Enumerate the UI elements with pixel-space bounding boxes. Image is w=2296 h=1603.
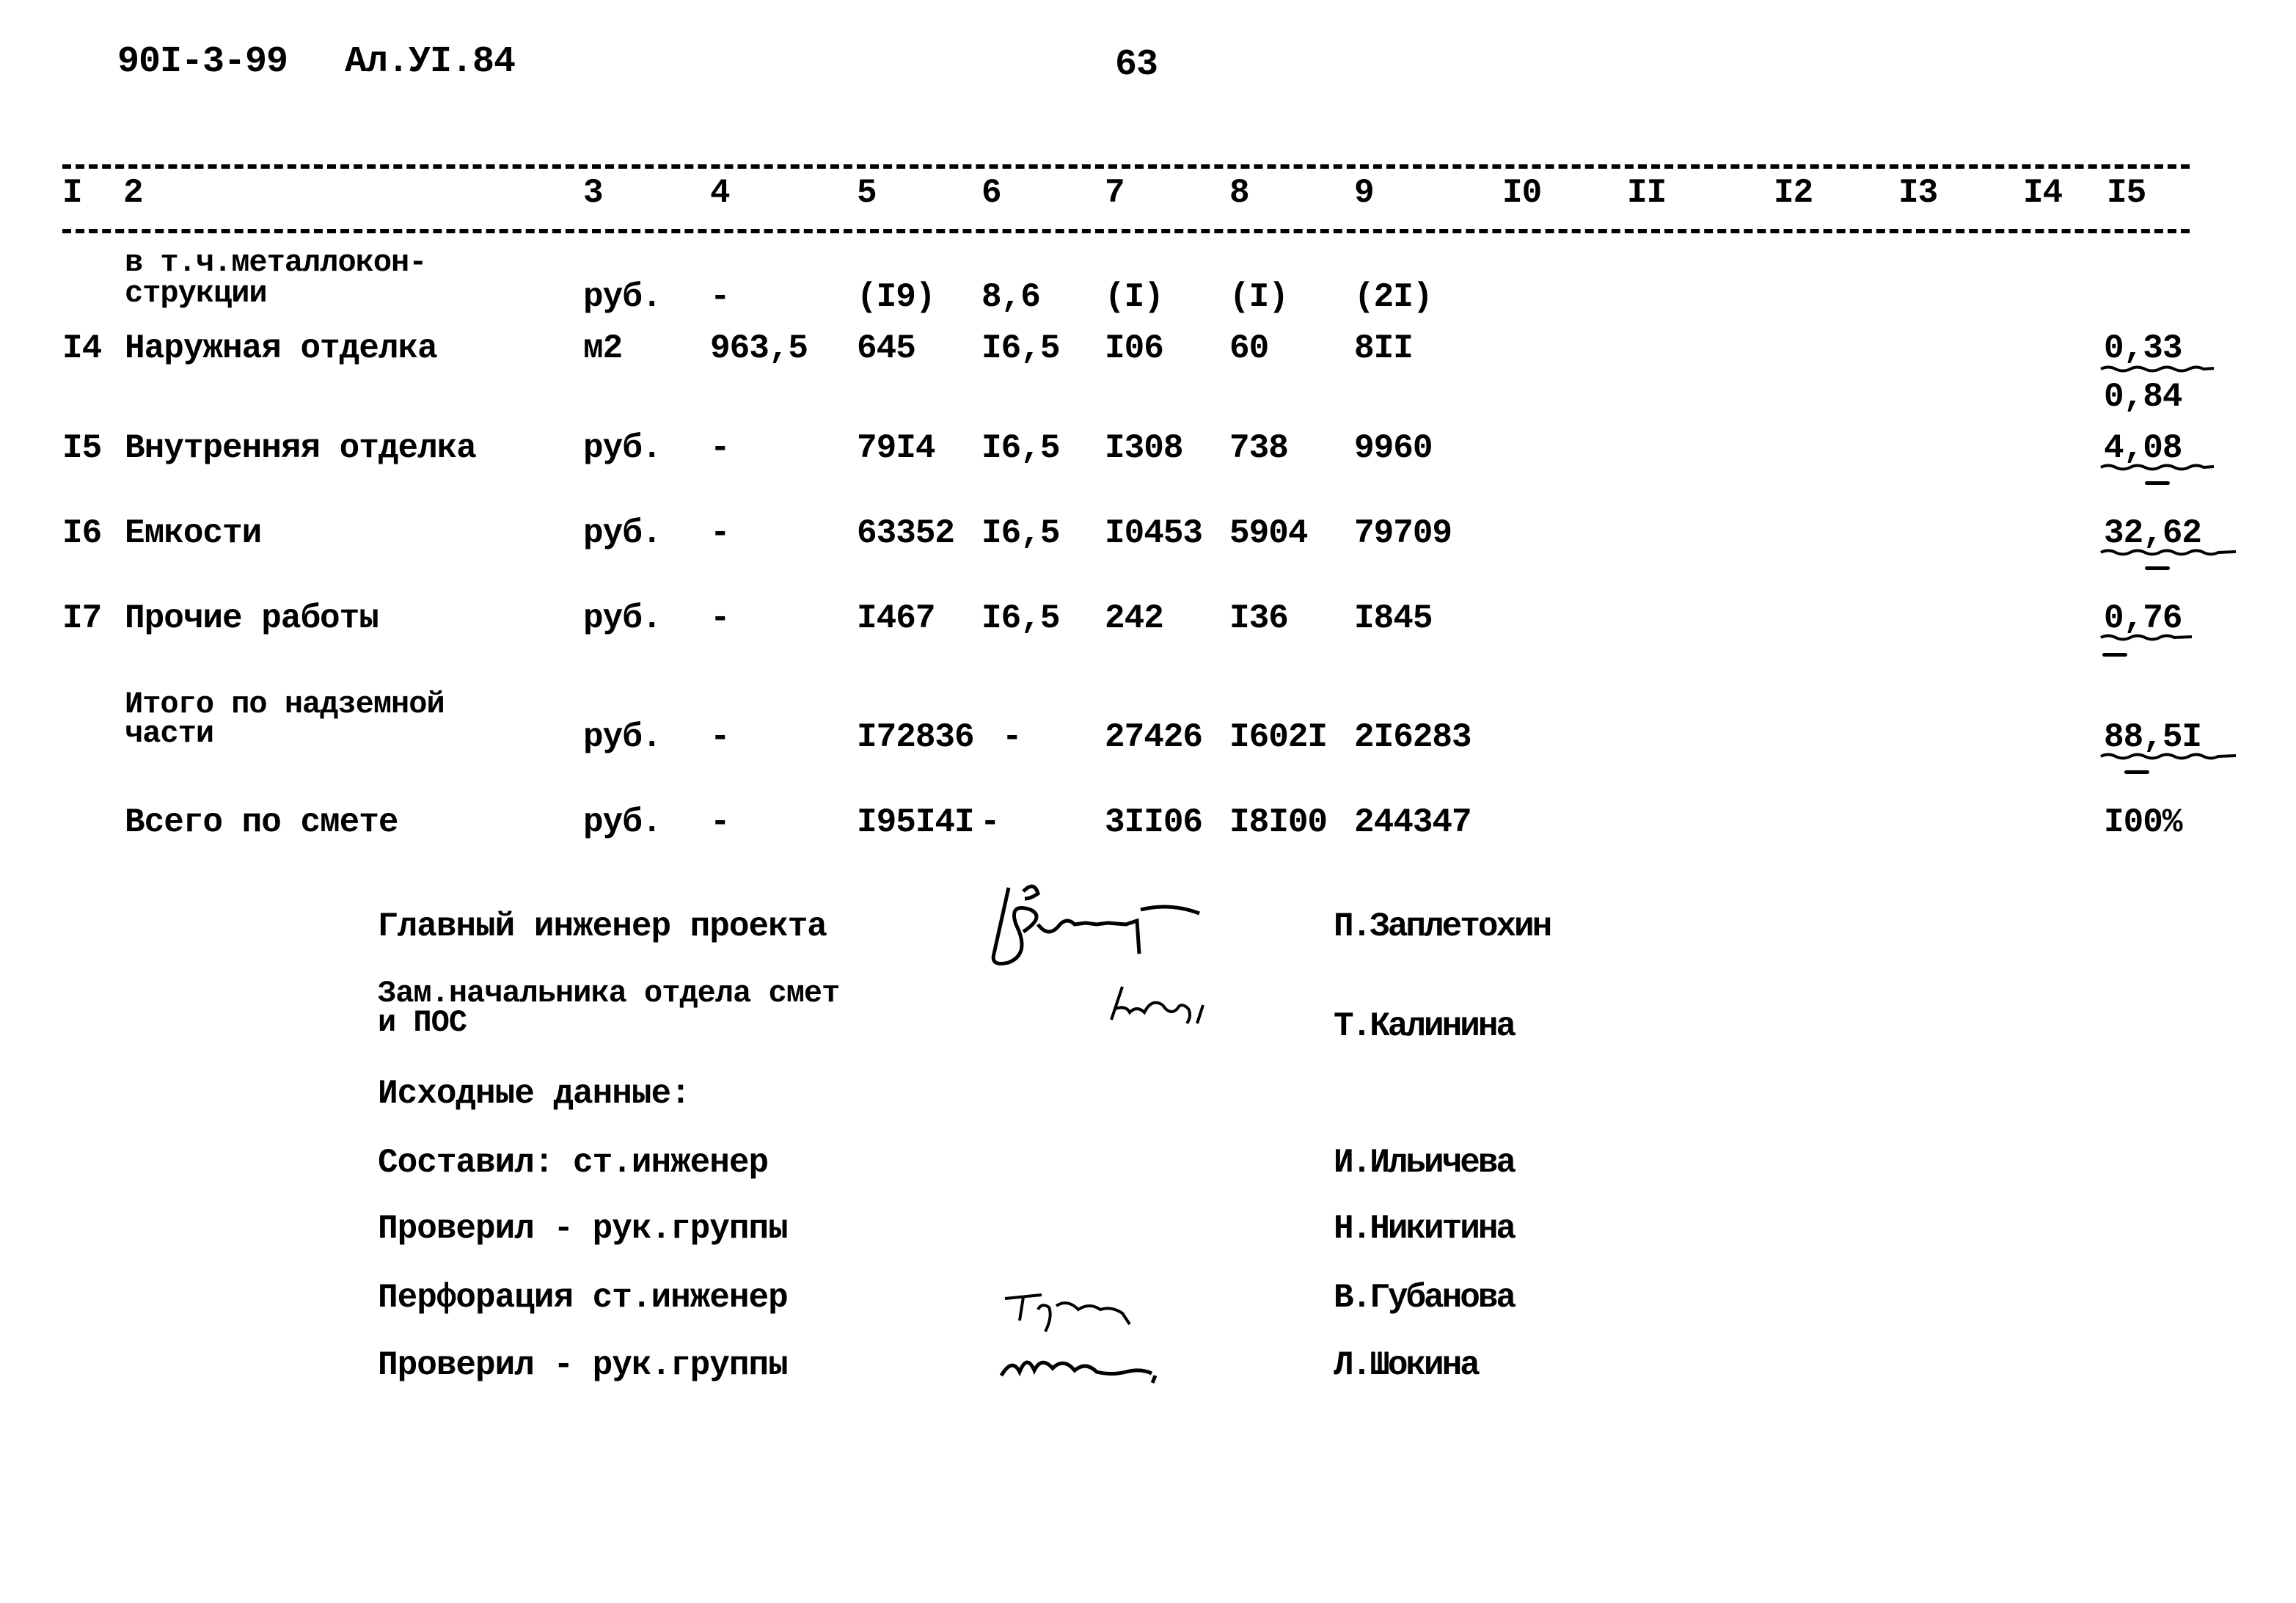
- row-col7: I06: [1105, 329, 1163, 368]
- col-header-2: 2: [123, 174, 143, 212]
- row-qty: -: [710, 599, 730, 638]
- col-header-9: 9: [1354, 174, 1374, 212]
- col-header-10: I0: [1502, 174, 1542, 212]
- document-code: 90I-3-99: [117, 41, 288, 83]
- signatory-role: Проверил - рук.группы: [378, 1210, 788, 1248]
- row-col15: I00%: [2104, 803, 2182, 841]
- row-col6: 8,6: [981, 278, 1040, 316]
- row-qty: 963,5: [710, 329, 808, 368]
- col-header-11: II: [1627, 174, 1667, 212]
- signatory-role: Проверил - рук.группы: [378, 1346, 788, 1384]
- row-col5: 645: [857, 329, 915, 368]
- col-header-3: 3: [583, 174, 603, 212]
- col-header-7: 7: [1105, 174, 1125, 212]
- tick-mark: [2102, 653, 2127, 657]
- table-top-rule: [62, 164, 2190, 169]
- row-col9: 9960: [1354, 429, 1433, 467]
- col-header-6: 6: [981, 174, 1001, 212]
- row-col8: 60: [1229, 329, 1269, 368]
- row-name-line-2: струкции: [125, 276, 267, 311]
- signatory-role: Составил: ст.инженер: [378, 1144, 769, 1182]
- row-col9: 8II: [1354, 329, 1413, 368]
- row-col5: (I9): [857, 278, 935, 316]
- signatory-name: В.Губанова: [1334, 1279, 1515, 1317]
- handwritten-underline: [2099, 549, 2239, 556]
- row-unit: руб.: [583, 599, 662, 638]
- row-unit: руб.: [583, 429, 662, 467]
- row-col7: (I): [1105, 278, 1163, 316]
- row-col7: I0453: [1105, 514, 1203, 552]
- handwritten-signature: [994, 1343, 1185, 1387]
- row-col15: 4,08: [2104, 429, 2182, 467]
- row-col5: 79I4: [857, 429, 935, 467]
- handwritten-signature: [979, 880, 1287, 968]
- row-qty: -: [710, 278, 730, 316]
- row-unit: руб.: [583, 718, 662, 756]
- handwritten-underline: [2099, 634, 2195, 641]
- row-col5: I72836: [857, 718, 974, 756]
- row-col15: 0,76: [2104, 599, 2182, 638]
- row-number: I4: [62, 329, 102, 368]
- row-unit: руб.: [583, 278, 662, 316]
- col-header-13: I3: [1898, 174, 1938, 212]
- table-header-bottom-rule: [62, 229, 2190, 233]
- row-name: Наружная отделка: [125, 329, 437, 368]
- row-col8: 738: [1229, 429, 1288, 467]
- row-col5: I467: [857, 599, 935, 638]
- row-col9: (2I): [1354, 278, 1433, 316]
- row-col15: 0,33: [2104, 329, 2182, 368]
- row-col8: I8I00: [1229, 803, 1328, 841]
- row-qty: -: [710, 718, 730, 756]
- row-col6: I6,5: [981, 514, 1060, 552]
- signatory-name: Л.Шокина: [1334, 1346, 1478, 1384]
- tick-mark: [2145, 481, 2170, 485]
- row-col6: I6,5: [981, 329, 1060, 368]
- row-col8: I602I: [1229, 718, 1328, 756]
- row-col15: 88,5I: [2104, 718, 2202, 756]
- row-col7: 3II06: [1105, 803, 1203, 841]
- signatory-name: И.Ильичева: [1334, 1144, 1515, 1182]
- row-col6: -: [1002, 718, 1022, 756]
- row-qty: -: [710, 803, 730, 841]
- row-number: I7: [62, 599, 102, 638]
- row-name-line-1: в т.ч.металлокон-: [125, 245, 427, 280]
- row-col15: 32,62: [2104, 514, 2202, 552]
- row-qty: -: [710, 514, 730, 552]
- row-col7: 242: [1105, 599, 1163, 638]
- signatory-role: Перфорация ст.инженер: [378, 1279, 788, 1317]
- row-col9: 2I6283: [1354, 718, 1471, 756]
- row-col15-secondary: 0,84: [2104, 378, 2182, 416]
- col-header-14: I4: [2023, 174, 2063, 212]
- row-col6: -: [980, 803, 1000, 841]
- row-col7: 27426: [1105, 718, 1203, 756]
- section-label: Исходные данные:: [378, 1075, 690, 1113]
- handwritten-signature: [998, 1284, 1159, 1335]
- handwritten-underline: [2099, 464, 2217, 471]
- col-header-12: I2: [1774, 174, 1813, 212]
- row-col8: 5904: [1229, 514, 1308, 552]
- row-col8: I36: [1229, 599, 1288, 638]
- signatory-name: Н.Никитина: [1334, 1210, 1515, 1248]
- row-name: Всего по смете: [125, 803, 398, 841]
- signatory-role-line-1: Зам.начальника отдела смет: [378, 976, 840, 1011]
- album-number: Ал.УI.84: [345, 41, 516, 83]
- tick-mark: [2124, 770, 2149, 774]
- row-col9: 79709: [1354, 514, 1452, 552]
- row-name: Прочие работы: [125, 599, 379, 638]
- col-header-8: 8: [1229, 174, 1249, 212]
- col-header-15: I5: [2107, 174, 2146, 212]
- row-number: I6: [62, 514, 102, 552]
- row-unit: м2: [583, 329, 623, 368]
- row-name-line-1: Итого по надземной: [125, 687, 445, 722]
- handwritten-signature: [1100, 983, 1240, 1027]
- row-col9: I845: [1354, 599, 1433, 638]
- row-col9: 244347: [1354, 803, 1471, 841]
- row-col7: I308: [1105, 429, 1183, 467]
- signatory-name: П.Заплетохин: [1334, 908, 1551, 946]
- handwritten-underline: [2099, 365, 2217, 373]
- row-name: Внутренняя отделка: [125, 429, 476, 467]
- row-unit: руб.: [583, 803, 662, 841]
- col-header-5: 5: [857, 174, 877, 212]
- col-header-1: I: [62, 174, 82, 212]
- row-number: I5: [62, 429, 102, 467]
- row-col8: (I): [1229, 278, 1288, 316]
- row-name-line-2: части: [125, 716, 214, 751]
- signatory-name: Т.Калинина: [1334, 1007, 1515, 1045]
- signatory-role: Главный инженер проекта: [378, 908, 827, 946]
- row-unit: руб.: [583, 514, 662, 552]
- signatory-role-line-2: и ПОС: [378, 1005, 467, 1040]
- col-header-4: 4: [710, 174, 730, 212]
- row-col6: I6,5: [981, 429, 1060, 467]
- row-col6: I6,5: [981, 599, 1060, 638]
- handwritten-underline: [2099, 753, 2239, 760]
- row-col5: 63352: [857, 514, 955, 552]
- page-number: 63: [1115, 44, 1158, 86]
- tick-mark: [2145, 566, 2170, 570]
- row-col5: I95I4I: [857, 803, 974, 841]
- row-qty: -: [710, 429, 730, 467]
- row-name: Емкости: [125, 514, 262, 552]
